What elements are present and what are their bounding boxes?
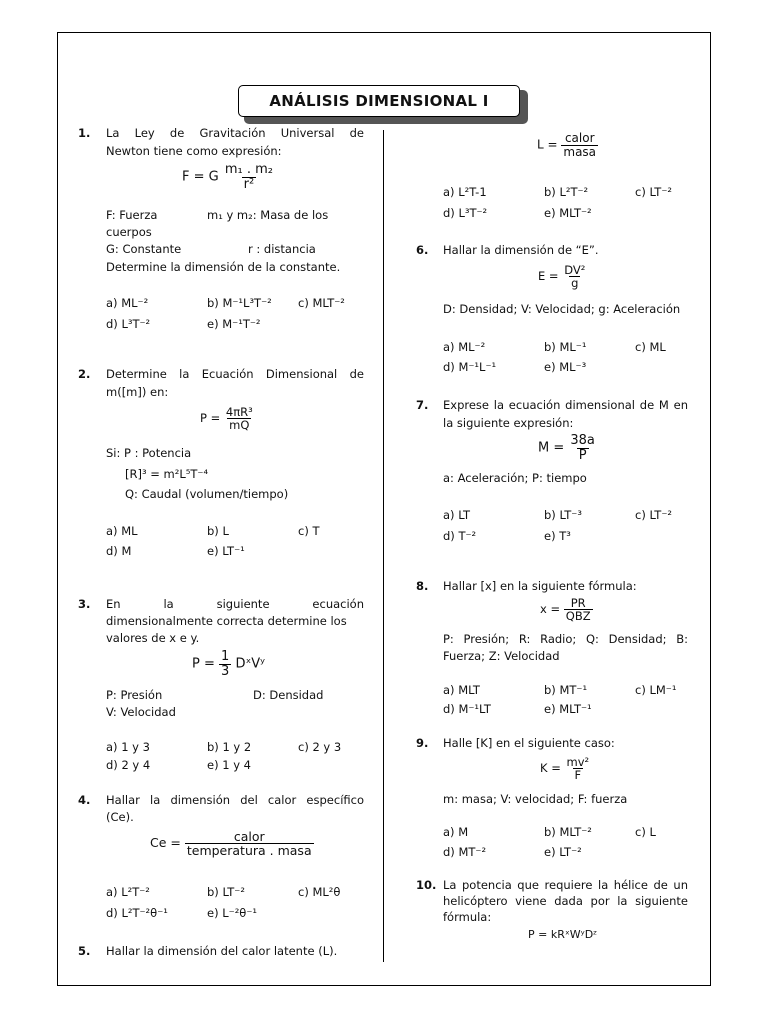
formula-numerator: 4πR³	[225, 405, 253, 419]
answer-option-c[interactable]: c) L	[635, 825, 656, 839]
formula-denominator: g	[571, 276, 579, 291]
answer-option-e[interactable]: e) LT⁻¹	[207, 544, 245, 558]
question-text: Determine la dimensión de la constante.	[106, 260, 341, 274]
question-text: helicóptero viene dada por la siguiente	[443, 894, 688, 908]
definition: m: masa; V: velocidad; F: fuerza	[443, 792, 628, 806]
question-text: Halle [K] en el siguiente caso:	[443, 736, 615, 750]
definition: Fuerza; Z: Velocidad	[443, 649, 560, 663]
answer-option-b[interactable]: b) ML⁻¹	[544, 340, 587, 354]
formula-lhs: Ce =	[150, 835, 181, 851]
answer-option-c[interactable]: c) T	[298, 524, 320, 538]
question-number: 6.	[416, 243, 429, 257]
definition: G: Constante	[106, 242, 182, 256]
question-number: 2.	[78, 367, 91, 381]
answer-option-a[interactable]: a) ML	[106, 524, 138, 538]
answer-option-d[interactable]: d) L³T⁻²	[106, 317, 151, 331]
formula: P = kRˣWʸDᶻ	[528, 928, 598, 941]
question-number: 8.	[416, 579, 429, 593]
column-divider	[383, 130, 384, 962]
definition: Si: P : Potencia	[106, 446, 192, 460]
answer-option-a[interactable]: a) M	[443, 825, 469, 839]
answer-option-b[interactable]: b) L	[207, 524, 229, 538]
answer-option-b[interactable]: b) LT⁻²	[207, 885, 245, 899]
formula	[537, 132, 598, 158]
question-number: 4.	[78, 793, 91, 807]
formula-numerator: 1	[221, 649, 230, 664]
question-text: dimensionalmente correcta determine los	[106, 614, 347, 628]
answer-option-a[interactable]: a) ML⁻²	[106, 296, 149, 310]
formula-lhs: E =	[538, 269, 559, 284]
answer-option-b[interactable]: b) LT⁻³	[544, 508, 582, 522]
formula-denominator: mQ	[229, 418, 250, 433]
formula	[150, 830, 314, 857]
answer-option-e[interactable]: e) LT⁻²	[544, 845, 582, 859]
answer-option-a[interactable]: a) L²T⁻²	[106, 885, 150, 899]
formula-denominator: temperatura . masa	[186, 843, 312, 859]
question-text: Hallar [x] en la siguiente fórmula:	[443, 579, 637, 593]
definition: a: Aceleración; P: tiempo	[443, 471, 587, 485]
answer-option-c[interactable]: c) MLT⁻²	[298, 296, 345, 310]
definition: Q: Caudal (volumen/tiempo)	[125, 487, 289, 501]
answer-option-c[interactable]: c) ML	[635, 340, 666, 354]
question-text: Determine la Ecuación Dimensional de	[106, 367, 364, 381]
answer-option-e[interactable]: e) T³	[544, 529, 571, 543]
answer-option-d[interactable]: d) T⁻²	[443, 529, 477, 543]
answer-option-d[interactable]: d) L³T⁻²	[443, 206, 488, 220]
formula	[540, 597, 593, 622]
formula	[540, 756, 591, 781]
answer-option-c[interactable]: c) LT⁻²	[635, 185, 672, 199]
definition: D: Densidad	[253, 688, 324, 702]
answer-option-a[interactable]: a) L²T-1	[443, 185, 487, 199]
question-text: En la siguiente ecuación	[106, 597, 364, 611]
answer-option-a[interactable]: a) ML⁻²	[443, 340, 486, 354]
answer-option-b[interactable]: b) 1 y 2	[207, 740, 252, 754]
formula-numerator: m₁ . m₂	[224, 162, 274, 177]
formula-lhs: K =	[540, 761, 561, 776]
question-text: (Ce).	[106, 810, 134, 824]
formula-lhs: P =	[192, 656, 215, 672]
question-number: 7.	[416, 398, 429, 412]
formula-numerator: PR	[570, 596, 586, 610]
formula-numerator: 38a	[570, 433, 595, 448]
answer-option-d[interactable]: d) M⁻¹LT	[443, 702, 491, 716]
question-text: fórmula:	[443, 910, 492, 924]
formula	[538, 434, 597, 462]
formula-denominator: QBZ	[565, 609, 591, 624]
answer-option-c[interactable]: c) 2 y 3	[298, 740, 342, 754]
question-number: 10.	[416, 878, 437, 892]
answer-option-a[interactable]: a) 1 y 3	[106, 740, 150, 754]
definition: [R]³ = m²L⁵T⁻⁴	[125, 467, 209, 481]
definition: V: Velocidad	[106, 705, 176, 719]
question-text: Hallar la dimensión del calor específico	[106, 793, 364, 807]
definition: D: Densidad; V: Velocidad; g: Aceleración	[443, 302, 681, 316]
formula	[182, 163, 275, 191]
definition: F: Fuerza	[106, 208, 158, 222]
definition: P: Presión	[106, 688, 163, 702]
answer-option-c[interactable]: c) LT⁻²	[635, 508, 672, 522]
answer-option-e[interactable]: e) MLT⁻²	[544, 206, 592, 220]
answer-option-e[interactable]: e) L⁻²θ⁻¹	[207, 906, 258, 920]
answer-option-b[interactable]: b) MLT⁻²	[544, 825, 592, 839]
formula	[192, 650, 265, 678]
formula-lhs: P =	[200, 411, 221, 426]
formula-rhs: DˣVʸ	[235, 656, 265, 672]
formula	[538, 264, 587, 289]
formula-denominator: F	[574, 768, 582, 783]
question-text: Newton tiene como expresión:	[106, 144, 282, 158]
question-number: 1.	[78, 126, 91, 140]
answer-option-d[interactable]: d) M	[106, 544, 132, 558]
question-text: La potencia que requiere la hélice de un	[443, 878, 688, 892]
answer-option-c[interactable]: c) ML²θ	[298, 885, 341, 899]
answer-option-d[interactable]: d) M⁻¹L⁻¹	[443, 360, 497, 374]
formula	[200, 406, 255, 431]
question-text: Hallar la dimensión de “E”.	[443, 243, 599, 257]
answer-option-c[interactable]: c) LM⁻¹	[635, 683, 677, 697]
answer-option-a[interactable]: a) LT	[443, 508, 471, 522]
question-text: m([m]) en:	[106, 385, 169, 399]
definition: r : distancia	[248, 242, 316, 256]
answer-option-d[interactable]: d) 2 y 4	[106, 758, 151, 772]
formula-numerator: calor	[564, 131, 595, 145]
answer-option-b[interactable]: b) MT⁻¹	[544, 683, 588, 697]
question-text: valores de x e y.	[106, 631, 200, 645]
answer-option-b[interactable]: b) L²T⁻²	[544, 185, 589, 199]
formula-numerator: mv²	[566, 755, 590, 769]
answer-option-e[interactable]: e) ML⁻³	[544, 360, 587, 374]
formula-denominator: P	[578, 447, 587, 463]
formula-lhs: L =	[537, 137, 558, 152]
question-number: 5.	[78, 944, 91, 958]
formula-numerator: DV²	[564, 263, 586, 277]
definition: m₁ y m₂: Masa de los	[207, 208, 329, 222]
page-title: ANÁLISIS DIMENSIONAL I	[238, 85, 520, 117]
question-text: la siguiente expresión:	[443, 416, 574, 430]
answer-option-d[interactable]: d) L²T⁻²θ⁻¹	[106, 906, 168, 920]
answer-option-d[interactable]: d) MT⁻²	[443, 845, 487, 859]
formula-denominator: r²	[243, 176, 255, 192]
question-number: 9.	[416, 736, 429, 750]
definition: cuerpos	[106, 225, 152, 239]
question-text: Exprese la ecuación dimensional de M en	[443, 398, 688, 412]
formula-lhs: x =	[540, 602, 561, 617]
answer-option-b[interactable]: b) M⁻¹L³T⁻²	[207, 296, 272, 310]
formula-lhs: M =	[538, 440, 565, 456]
question-text: Hallar la dimensión del calor latente (L).	[106, 944, 338, 958]
formula-denominator: masa	[563, 144, 597, 159]
formula-numerator: calor	[233, 829, 265, 844]
question-text: La Ley de Gravitación Universal de	[106, 126, 364, 140]
answer-option-a[interactable]: a) MLT	[443, 683, 480, 697]
answer-option-e[interactable]: e) 1 y 4	[207, 758, 251, 772]
answer-option-e[interactable]: e) MLT⁻¹	[544, 702, 592, 716]
question-number: 3.	[78, 597, 91, 611]
formula-lhs: F = G	[182, 169, 219, 185]
formula-denominator: 3	[221, 663, 230, 679]
definition: P: Presión; R: Radio; Q: Densidad; B:	[443, 632, 688, 646]
answer-option-e[interactable]: e) M⁻¹T⁻²	[207, 317, 261, 331]
